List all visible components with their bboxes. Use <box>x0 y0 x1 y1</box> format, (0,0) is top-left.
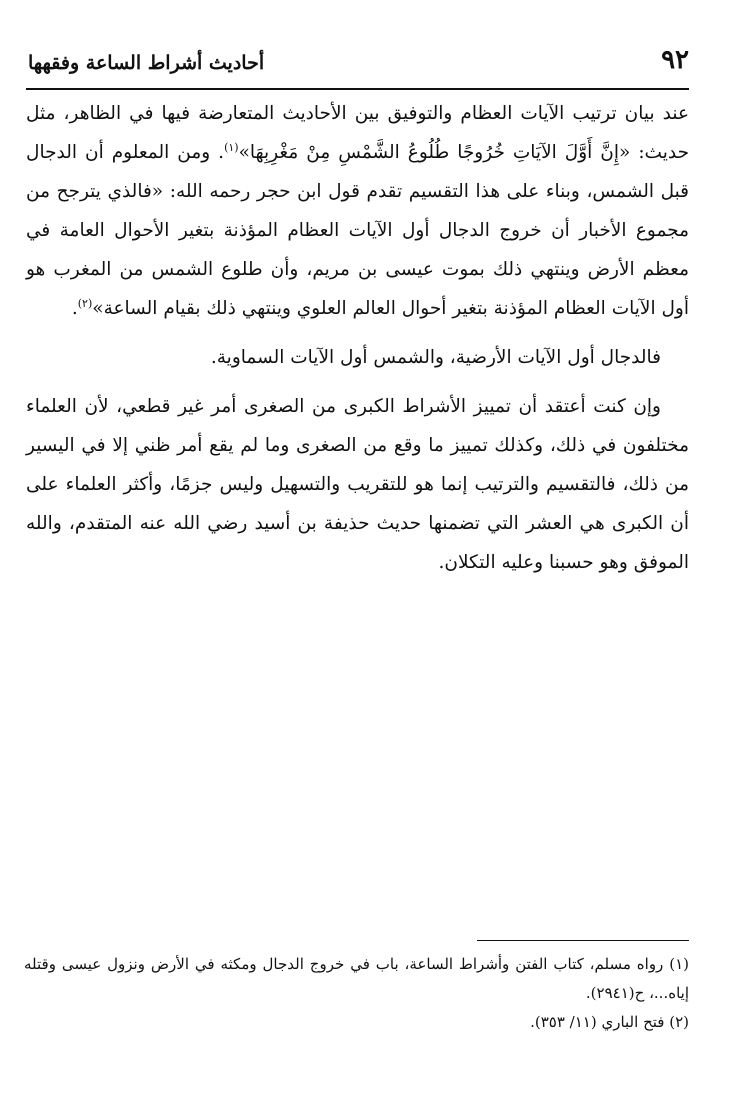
paragraph-1-text-b: . ومن المعلوم أن الدجال قبل الشمس، وبناء على هذا التقسيم تقدم قول ابن حجر رحمه الله: «فالذي يترجح من مجموع الأخبار أن خروج الدجال أول الآيات العظام المؤذنة بتغير الأحوال العامة في معظم الأرض وينتهي ذلك بموت عيسى بن مريم، وأن طلوع الشمس من المغرب هو أول الآيات العظام المؤذنة بتغير أحوال العالم العلوي وينتهي ذلك بقيام الساعة» <box>26 142 689 319</box>
footnote-ref-2: (٢) <box>77 296 93 310</box>
paragraph-1 <box>26 94 689 328</box>
footnote-ref-1: (١) <box>224 140 239 154</box>
running-title: أحاديث أشراط الساعة وفقهها <box>28 52 265 74</box>
footnote-2: (٢) فتح الباري (١١/ ٣٥٣). <box>530 1013 689 1031</box>
paragraph-1-text-a: عند بيان ترتيب الآيات العظام والتوفيق بين الأحاديث المتعارضة فيها في الظاهر، مثل حديث: <box>26 103 690 163</box>
running-header <box>28 44 689 84</box>
paragraph-1-end: . <box>71 298 78 319</box>
header-rule <box>26 88 689 90</box>
paragraph-2: فالدجال أول الآيات الأرضية، والشمس أول الآيات السماوية. <box>210 347 661 368</box>
page-number: ٩٢ <box>661 45 689 75</box>
paragraph-3: وإن كنت أعتقد أن تمييز الأشراط الكبرى من الصغرى أمر غير قطعي، لأن العلماء مختلفون في ذلك، وكذلك تمييز ما وقع من الصغرى وما لم يقع أمر ظني إلا في اليسير من ذلك، فالتقسيم والترتيب إنما هو للتقريب والتسهيل وليس جزمًا، وأكثر العلماء على أن الكبرى هي العشر التي تضمنها حديث حذيفة بن أسيد رضي الله عنه المتقدم، والله الموفق وهو حسبنا وعليه التكلان. <box>26 396 689 573</box>
hadith-quote: «إِنَّ أَوَّلَ الآيَاتِ خُرُوجًا طُلُوعُ الشَّمْسِ مِنْ مَغْرِبِهَا» <box>238 142 631 163</box>
footnote-rule <box>477 940 689 941</box>
footnotes <box>24 950 689 1037</box>
main-text <box>26 94 689 582</box>
footnote-1: (١) رواه مسلم، كتاب الفتن وأشراط الساعة، باب في خروج الدجال ومكثه في الأرض ونزول عيسى وقتله إياه...، ح(٢٩٤١). <box>24 955 689 1002</box>
